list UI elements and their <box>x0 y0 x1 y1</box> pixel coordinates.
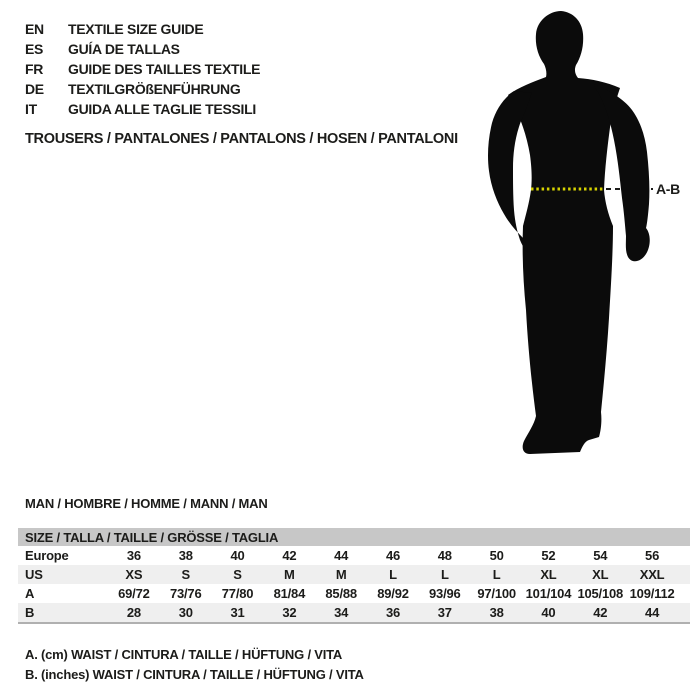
size-cell: 73/76 <box>169 586 202 601</box>
size-cell: 101/104 <box>525 586 572 601</box>
size-cell: 34 <box>334 605 349 620</box>
size-cell: 40 <box>541 605 556 620</box>
size-table-row <box>18 565 690 584</box>
size-cell: 93/96 <box>429 586 461 601</box>
guide-title: TEXTILE SIZE GUIDE <box>68 21 204 37</box>
size-cell: L <box>440 567 449 582</box>
guide-title: GUIDA ALLE TAGLIE TESSILI <box>68 101 256 117</box>
size-cell: 32 <box>282 605 297 620</box>
size-cell: XXL <box>639 567 665 582</box>
man-silhouette-body <box>508 11 620 454</box>
size-row-label: US <box>25 567 43 582</box>
size-cell: M <box>284 567 295 582</box>
size-cell: 97/100 <box>477 586 516 601</box>
size-row-label: B <box>25 605 35 620</box>
size-cell: 42 <box>282 548 297 563</box>
man-silhouette-figure <box>430 0 700 480</box>
size-table-row <box>18 603 690 622</box>
language-code: IT <box>25 101 37 117</box>
guide-title: TEXTILGRÖßENFÜHRUNG <box>68 81 241 97</box>
size-cell: 46 <box>385 548 401 563</box>
language-list <box>25 19 260 119</box>
size-cell: XL <box>592 567 609 582</box>
footnote-line: A. (cm) WAIST / CINTURA / TAILLE / HÜFTUNG / VITA <box>25 647 343 662</box>
size-cell: 81/84 <box>273 586 306 601</box>
language-code: FR <box>25 61 44 77</box>
size-cell: 85/88 <box>325 586 357 601</box>
language-code: EN <box>25 21 44 37</box>
size-cell: XS <box>125 567 143 582</box>
size-cell: L <box>492 567 501 582</box>
size-cell: 56 <box>645 548 660 563</box>
language-row <box>25 99 260 119</box>
size-table-header-label: SIZE / TALLA / TAILLE / GRÖSSE / TAGLIA <box>25 529 279 545</box>
size-cell: 31 <box>230 605 245 620</box>
size-cell: 36 <box>385 605 401 620</box>
size-table-row <box>18 584 690 603</box>
category-heading: TROUSERS / PANTALONES / PANTALONS / HOSEN / PANTALONI <box>25 131 458 147</box>
size-table-header <box>18 528 690 546</box>
guide-title: GUIDE DES TAILLES TEXTILE <box>68 61 261 77</box>
size-cell: 77/80 <box>221 586 254 601</box>
size-cell: 44 <box>334 548 349 563</box>
language-row <box>25 79 260 99</box>
size-cell: 105/108 <box>577 586 624 601</box>
size-cell: 44 <box>645 605 660 620</box>
language-code: DE <box>25 81 44 97</box>
size-cell: S <box>233 567 242 582</box>
footnote-line: B. (inches) WAIST / CINTURA / TAILLE / HÜFTUNG / VITA <box>25 667 364 682</box>
size-cell: 38 <box>178 548 193 563</box>
size-cell: 89/92 <box>377 586 409 601</box>
language-row <box>25 39 260 59</box>
size-cell: 54 <box>593 548 608 563</box>
size-table-body <box>18 546 690 622</box>
section-heading: MAN / HOMBRE / HOMME / MANN / MAN <box>25 496 268 511</box>
size-cell: 36 <box>126 548 141 563</box>
size-cell: 50 <box>489 548 504 563</box>
language-row <box>25 19 260 39</box>
size-cell: 37 <box>437 605 452 620</box>
size-cell: S <box>181 567 190 582</box>
size-table <box>18 528 690 624</box>
size-cell: 40 <box>230 548 245 563</box>
size-cell: 30 <box>178 605 193 620</box>
size-cell: L <box>389 567 397 582</box>
measure-label: A-B <box>656 181 680 197</box>
size-table-row <box>18 546 690 565</box>
footnotes <box>25 647 364 687</box>
size-row-label: Europe <box>25 548 69 563</box>
size-cell: M <box>335 567 347 582</box>
size-cell: XL <box>540 567 557 582</box>
language-row <box>25 59 260 79</box>
size-cell: 42 <box>593 605 608 620</box>
size-cell: 52 <box>541 548 556 563</box>
guide-title: GUÍA DE TALLAS <box>68 41 180 57</box>
size-row-label: A <box>25 586 35 601</box>
language-code: ES <box>25 41 44 57</box>
size-cell: 48 <box>437 548 452 563</box>
size-cell: 38 <box>489 605 504 620</box>
size-cell: 109/112 <box>629 586 675 601</box>
size-cell: 28 <box>126 605 141 620</box>
size-cell: 69/72 <box>118 586 150 601</box>
